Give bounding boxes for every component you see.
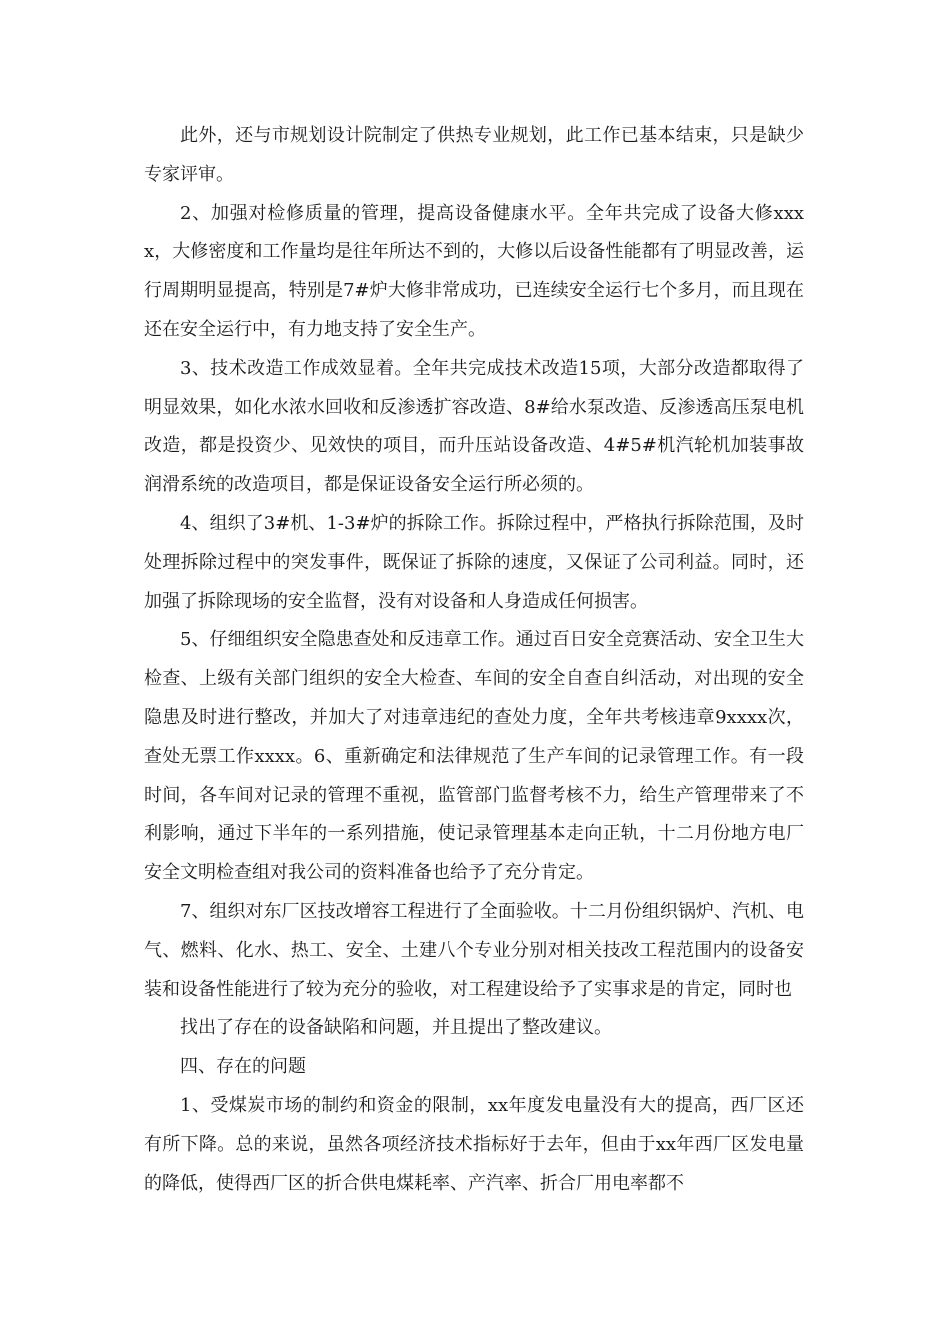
paragraph-acceptance: 7、组织对东厂区技改增容工程进行了全面验收。十二月份组织锅炉、汽机、电气、燃料、化水、热工、安全、土建八个专业分别对相关技改工程范围内的设备安装和设备性能进行了较为充分的验收，对工程建设给予了实事求是的肯定，同时也: [144, 900, 804, 1000]
section-heading-problems: 四、存在的问题: [180, 1056, 306, 1078]
paragraph-defects: 找出了存在的设备缺陷和问题，并且提出了整改建议。: [180, 1017, 612, 1039]
paragraph-demolition: 4、组织了3#机、1-3#炉的拆除工作。拆除过程中，严格执行拆除范围，及时处理拆除过程中的突发事件，既保证了拆除的速度，又保证了公司利益。同时，还加强了拆除现场的安全监督，没有对设备和人身造成任何损害。: [144, 512, 804, 612]
paragraph-safety-hazards: 5、仔细组织安全隐患查处和反违章工作。通过百日安全竞赛活动、安全卫生大检查、上级有关部门组织的安全大检查、车间的安全自查自纠活动，对出现的安全隐患及时进行整改，并加大了对违章违纪的查处力度，全年共考核违章9xxxx次，查处无票工作xxxx。6、重新确定和法律规范了生产车间的记录管理工作。有一段时间，各车间对记录的管理不重视，监管部门监督考核不力，给生产管理带来了不利影响，通过下半年的一系列措施，使记录管理基本走向正轨，十二月份地方电厂安全文明检查组对我公司的资料准备也给予了充分肯定。: [144, 629, 804, 884]
paragraph-planning: 此外，还与市规划设计院制定了供热专业规划，此工作已基本结束，只是缺少专家评审。: [144, 125, 804, 185]
paragraph-maintenance-quality: 2、加强对检修质量的管理，提高设备健康水平。全年共完成了设备大修xxxx，大修密度和工作量均是往年所达不到的，大修以后设备性能都有了明显改善，运行周期明显提高，特别是7#炉大修非常成功，已连续安全运行七个多月，而且现在还在安全运行中，有力地支持了安全生产。: [144, 202, 804, 340]
paragraph-coal-market: 1、受煤炭市场的制约和资金的限制，xx年度发电量没有大的提高，西厂区还有所下降。总的来说，虽然各项经济技术指标好于去年，但由于xx年西厂区发电量的降低，使得西厂区的折合供电煤耗率、产汽率、折合厂用电率都不: [144, 1094, 804, 1194]
paragraph-technical-renovation: 3、技术改造工作成效显着。全年共完成技术改造15项，大部分改造都取得了明显效果，如化水浓水回收和反渗透扩容改造、8#给水泵改造、反渗透高压泵电机改造，都是投资少、见效快的项目，而升压站设备改造、4#5#机汽轮机加装事故润滑系统的改造项目，都是保证设备安全运行所必须的。: [144, 357, 804, 496]
document-body: [144, 117, 804, 1203]
